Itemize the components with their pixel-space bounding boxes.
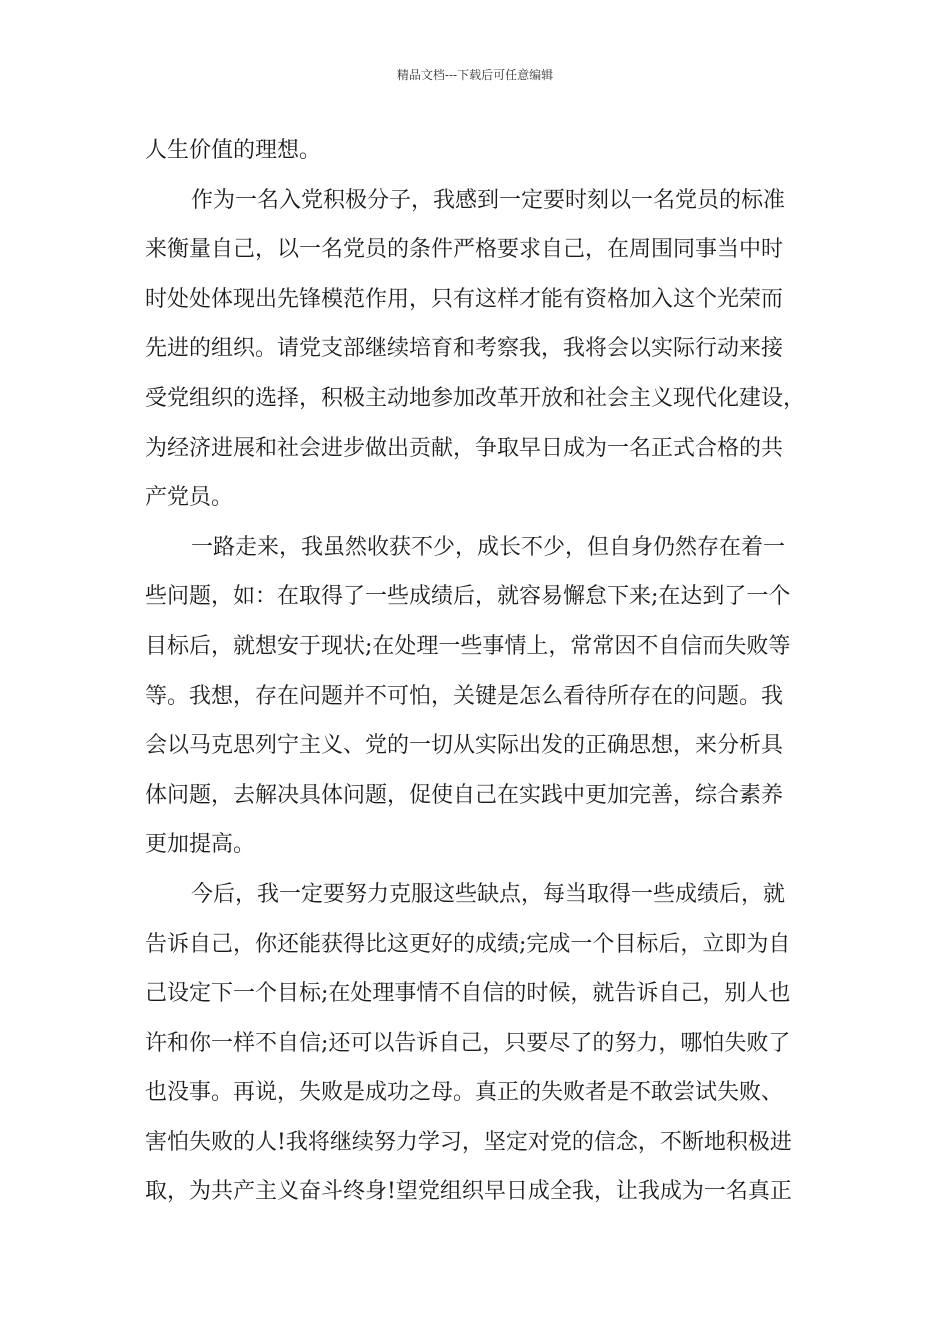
- text-line: 时处处体现出先锋模范作用，只有这样才能有资格加入这个光荣而: [145, 286, 784, 312]
- text-line: 作为一名入党积极分子，我感到一定要时刻以一名党员的标准: [191, 187, 786, 213]
- text-line: 一路走来，我虽然收获不少，成长不少，但自身仍然存在着一: [191, 534, 786, 560]
- text-line: 先进的组织。请党支部继续培育和考察我，我将会以实际行动来接: [145, 336, 784, 362]
- text-line: 会以马克思列宁主义、党的一切从实际出发的正确思想，来分析具: [145, 733, 784, 759]
- text-line: 受党组织的选择，积极主动地参加改革开放和社会主义现代化建设，: [145, 385, 806, 411]
- text-line: 告诉自己，你还能获得比这更好的成绩;完成一个目标后，立即为自: [145, 931, 791, 957]
- text-line: 产党员。: [145, 485, 234, 511]
- text-line: 己设定下一个目标;在处理事情不自信的时候，就告诉自己，别人也: [145, 981, 791, 1007]
- page-header: 精品文档---下载后可任意编辑: [396, 68, 554, 82]
- text-line: 些问题，如：在取得了一些成绩后，就容易懈怠下来;在达到了一个: [145, 584, 791, 610]
- text-line: 取，为共产主义奋斗终身!望党组织早日成全我，让我成为一名真正: [145, 1179, 792, 1205]
- text-line: 今后，我一定要努力克服这些缺点，每当取得一些成绩后，就: [191, 881, 786, 907]
- document-body: [145, 126, 825, 1217]
- text-line: 为经济进展和社会进步做出贡献，争取早日成为一名正式合格的共: [145, 435, 784, 461]
- text-line: 人生价值的理想。: [145, 138, 322, 163]
- text-line: 许和你一样不自信;还可以告诉自己，只要尽了的努力，哪怕失败了: [145, 1030, 791, 1056]
- text-line: 目标后，就想安于现状;在处理一些事情上，常常因不自信而失败等: [145, 633, 791, 659]
- text-line: 来衡量自己，以一名党员的条件严格要求自己，在周围同事当中时: [145, 237, 784, 263]
- text-line: 也没事。再说，失败是成功之母。真正的失败者是不敢尝试失败、: [145, 1080, 784, 1106]
- text-line: 体问题，去解决具体问题，促使自己在实践中更加完善，综合素养: [145, 782, 784, 808]
- text-line: 更加提高。: [145, 832, 256, 858]
- text-line: 害怕失败的人!我将继续努力学习，坚定对党的信念，不断地积极进: [145, 1129, 792, 1155]
- text-line: 等。我想，存在问题并不可怕，关键是怎么看待所存在的问题。我: [145, 683, 784, 709]
